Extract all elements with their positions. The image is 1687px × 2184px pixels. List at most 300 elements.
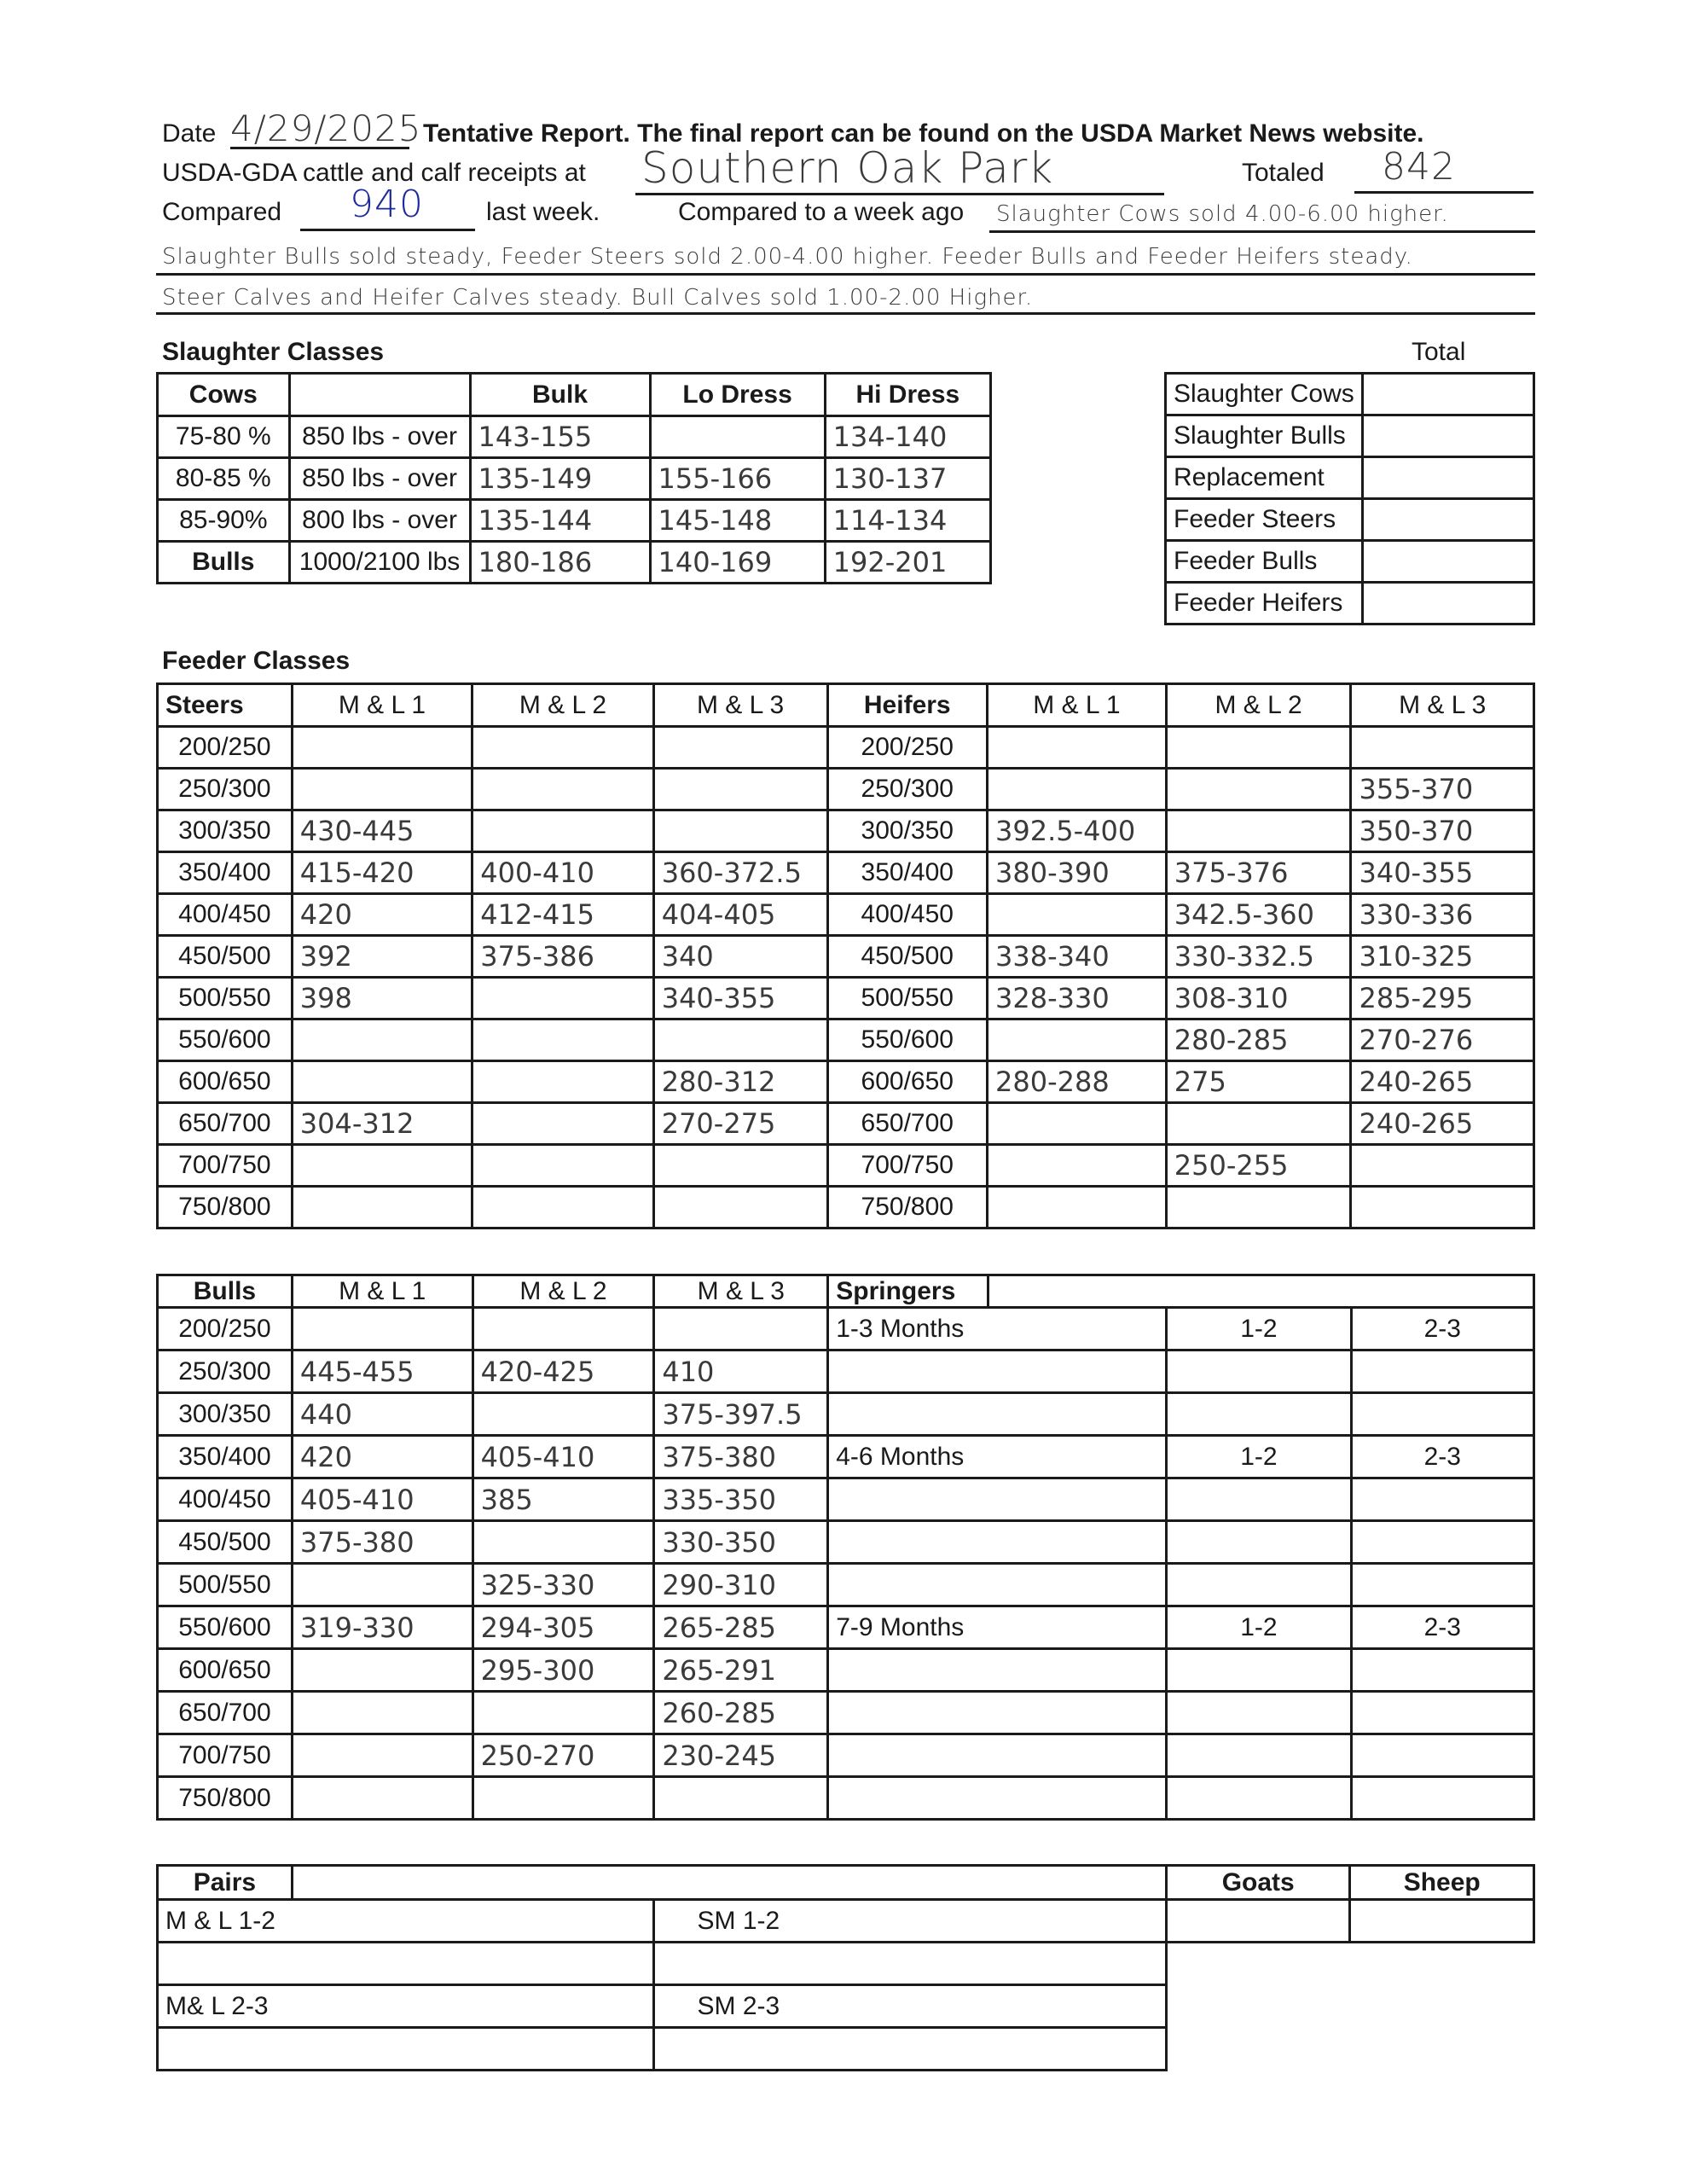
table-row <box>158 1436 1534 1478</box>
totaled-underline <box>1354 191 1533 194</box>
goats-sheep-header-row <box>1167 1866 1534 1900</box>
steer-ml2 <box>472 1187 653 1228</box>
springer-cell <box>1167 1734 1351 1777</box>
heifer-weight: 450/500 <box>827 936 987 978</box>
table-row <box>158 1061 1534 1103</box>
steer-ml2: 412-415 <box>472 894 653 936</box>
heifer-weight: 200/250 <box>827 727 987 769</box>
heifer-ml2 <box>1166 1187 1351 1228</box>
col-steers-ml1: M & L 1 <box>292 684 472 727</box>
comment-underline-1 <box>989 230 1535 233</box>
bull-weight: 450/500 <box>158 1521 293 1564</box>
springer-cell <box>828 1350 1167 1393</box>
springer-cell <box>1351 1649 1533 1692</box>
bull-ml1 <box>292 1777 472 1820</box>
steer-ml2 <box>472 810 653 852</box>
col-bulls-ml2: M & L 2 <box>472 1275 654 1308</box>
comment-line-1: Slaughter Cows sold 4.00-6.00 higher. <box>996 201 1449 227</box>
pairs-blank-cell <box>653 2028 1167 2071</box>
bull-ml2: 420-425 <box>472 1350 654 1393</box>
bull-ml2 <box>472 1308 654 1350</box>
comment-underline-3 <box>156 312 1535 315</box>
springer-cell <box>1167 1692 1351 1734</box>
class-cell: 80-85 % <box>158 458 290 500</box>
springer-cell <box>1167 1350 1351 1393</box>
steer-ml3: 280-312 <box>653 1061 827 1103</box>
pairs-table <box>156 1864 1168 2071</box>
weight-cell: 1000/2100 lbs <box>289 542 470 584</box>
heifer-ml1 <box>988 1103 1167 1145</box>
hi-dress-cell: 192-201 <box>825 542 990 584</box>
springer-cell <box>828 1777 1167 1820</box>
total-label: Slaughter Bulls <box>1166 415 1363 457</box>
table-row <box>158 1521 1534 1564</box>
bulls-header-row <box>158 1275 1534 1308</box>
steer-ml2 <box>472 769 653 810</box>
steer-weight: 750/800 <box>158 1187 293 1228</box>
springer-col-2-3: 2-3 <box>1351 1606 1533 1649</box>
col-heifers-ml3: M & L 3 <box>1351 684 1534 727</box>
bull-ml3: 410 <box>654 1350 828 1393</box>
comment-underline-2 <box>156 273 1535 276</box>
bull-ml3: 230-245 <box>654 1734 828 1777</box>
steer-ml1: 420 <box>292 894 472 936</box>
bull-weight: 300/350 <box>158 1393 293 1436</box>
sheep-value <box>1350 1900 1534 1943</box>
table-row <box>1166 374 1534 415</box>
total-value <box>1362 499 1533 541</box>
receipts-label: USDA-GDA cattle and calf receipts at <box>162 159 586 187</box>
bull-ml2 <box>472 1777 654 1820</box>
bull-ml1: 375-380 <box>292 1521 472 1564</box>
col-heifers: Heifers <box>827 684 987 727</box>
total-label: Slaughter Cows <box>1166 374 1363 415</box>
springer-cell <box>828 1521 1167 1564</box>
heifer-weight: 400/450 <box>827 894 987 936</box>
table-row <box>158 810 1534 852</box>
heifer-weight: 300/350 <box>827 810 987 852</box>
heifer-ml1 <box>988 1145 1167 1187</box>
bull-weight: 250/300 <box>158 1350 293 1393</box>
date-underline <box>230 147 409 149</box>
compared-value: 940 <box>350 183 424 226</box>
table-row <box>158 852 1534 894</box>
bulk-cell: 143-155 <box>470 416 650 458</box>
springers-header-blank <box>988 1275 1534 1308</box>
class-cell: 85-90% <box>158 500 290 542</box>
table-row <box>158 1103 1534 1145</box>
bull-ml3 <box>654 1308 828 1350</box>
heifer-weight: 250/300 <box>827 769 987 810</box>
heifer-ml2: 330-332.5 <box>1166 936 1351 978</box>
table-row <box>158 936 1534 978</box>
totaled-label: Totaled <box>1242 159 1325 187</box>
steer-weight: 350/400 <box>158 852 293 894</box>
springer-cell <box>1167 1478 1351 1521</box>
heifer-ml1: 328-330 <box>988 978 1167 1019</box>
hi-dress-cell: 130-137 <box>825 458 990 500</box>
last-week-label: last week. <box>486 198 600 226</box>
bull-ml1: 440 <box>292 1393 472 1436</box>
steer-weight: 300/350 <box>158 810 293 852</box>
totals-table <box>1164 372 1535 625</box>
class-cell: 75-80 % <box>158 416 290 458</box>
steer-weight: 400/450 <box>158 894 293 936</box>
class-cell: Bulls <box>158 542 290 584</box>
bull-ml3: 375-380 <box>654 1436 828 1478</box>
steer-ml3 <box>653 727 827 769</box>
col-heifers-ml1: M & L 1 <box>988 684 1167 727</box>
bull-weight: 500/550 <box>158 1564 293 1606</box>
bull-ml3: 335-350 <box>654 1478 828 1521</box>
slaughter-header-row <box>158 374 991 416</box>
steer-ml2 <box>472 727 653 769</box>
springer-cell <box>1351 1478 1533 1521</box>
bull-ml1 <box>292 1308 472 1350</box>
bull-ml2: 294-305 <box>472 1606 654 1649</box>
sheep-header: Sheep <box>1350 1866 1534 1900</box>
total-label: Feeder Heifers <box>1166 583 1363 624</box>
steer-ml3: 404-405 <box>653 894 827 936</box>
heifer-ml1 <box>988 894 1167 936</box>
table-row <box>158 1350 1534 1393</box>
springer-cell <box>1351 1734 1533 1777</box>
bull-ml2 <box>472 1521 654 1564</box>
total-value <box>1362 541 1533 583</box>
steer-ml3 <box>653 1145 827 1187</box>
weight-cell: 850 lbs - over <box>289 458 470 500</box>
table-row <box>158 978 1534 1019</box>
steer-ml1 <box>292 727 472 769</box>
steer-weight: 550/600 <box>158 1019 293 1061</box>
steer-ml3 <box>653 1019 827 1061</box>
feeder-rows <box>158 727 1534 1228</box>
col-steers-ml3: M & L 3 <box>653 684 827 727</box>
steer-ml2 <box>472 1103 653 1145</box>
total-value <box>1362 457 1533 499</box>
col-heifers-ml2: M & L 2 <box>1166 684 1351 727</box>
heifer-weight: 550/600 <box>827 1019 987 1061</box>
heifer-ml3: 270-276 <box>1351 1019 1534 1061</box>
table-row <box>158 1393 1534 1436</box>
heifer-ml1: 380-390 <box>988 852 1167 894</box>
hi-dress-cell: 114-134 <box>825 500 990 542</box>
weight-cell: 850 lbs - over <box>289 416 470 458</box>
table-row <box>158 542 991 584</box>
springer-group-label: 1-3 Months <box>828 1308 1167 1350</box>
table-row <box>1167 1900 1534 1943</box>
bull-ml3: 265-291 <box>654 1649 828 1692</box>
col-steers: Steers <box>158 684 293 727</box>
heifer-ml1 <box>988 1187 1167 1228</box>
slaughter-table <box>156 372 992 584</box>
weight-cell: 800 lbs - over <box>289 500 470 542</box>
bull-ml2: 405-410 <box>472 1436 654 1478</box>
hi-dress-cell: 134-140 <box>825 416 990 458</box>
steer-weight: 600/650 <box>158 1061 293 1103</box>
steer-ml3: 340 <box>653 936 827 978</box>
heifer-ml2 <box>1166 769 1351 810</box>
heifer-ml2: 280-285 <box>1166 1019 1351 1061</box>
col-bulls: Bulls <box>158 1275 293 1308</box>
pairs-blank-cell <box>158 1943 654 1985</box>
bull-weight: 550/600 <box>158 1606 293 1649</box>
springer-cell <box>828 1393 1167 1436</box>
springer-cell <box>1167 1564 1351 1606</box>
table-row <box>1166 499 1534 541</box>
heifer-ml2 <box>1166 810 1351 852</box>
heifer-ml3: 355-370 <box>1351 769 1534 810</box>
table-row <box>158 458 991 500</box>
goats-sheep-table <box>1165 1864 1535 1943</box>
heifer-ml1: 338-340 <box>988 936 1167 978</box>
steer-weight: 700/750 <box>158 1145 293 1187</box>
col-hi-dress: Hi Dress <box>825 374 990 416</box>
table-row <box>1166 541 1534 583</box>
heifer-ml2: 250-255 <box>1166 1145 1351 1187</box>
springer-col-2-3: 2-3 <box>1351 1308 1533 1350</box>
col-steers-ml2: M & L 2 <box>472 684 653 727</box>
bull-ml3: 260-285 <box>654 1692 828 1734</box>
heifer-ml3 <box>1351 1145 1534 1187</box>
location-underline <box>635 193 1164 195</box>
lo-dress-cell: 145-148 <box>650 500 825 542</box>
steer-ml2 <box>472 1145 653 1187</box>
bull-ml1 <box>292 1734 472 1777</box>
springer-cell <box>1351 1521 1533 1564</box>
steer-ml1: 415-420 <box>292 852 472 894</box>
table-row <box>158 1478 1534 1521</box>
bull-ml1: 319-330 <box>292 1606 472 1649</box>
compared-underline <box>300 229 475 231</box>
springer-cell <box>1167 1649 1351 1692</box>
comment-line-3: Steer Calves and Heifer Calves steady. Bull Calves sold 1.00-2.00 Higher. <box>162 285 1034 311</box>
heifer-weight: 750/800 <box>827 1187 987 1228</box>
steer-ml2 <box>472 1019 653 1061</box>
bull-weight: 650/700 <box>158 1692 293 1734</box>
bull-weight: 750/800 <box>158 1777 293 1820</box>
steer-ml2 <box>472 1061 653 1103</box>
bull-ml1 <box>292 1564 472 1606</box>
springer-cell <box>828 1734 1167 1777</box>
bull-ml3: 330-350 <box>654 1521 828 1564</box>
col-lo-dress: Lo Dress <box>650 374 825 416</box>
heifer-ml2 <box>1166 1103 1351 1145</box>
bull-weight: 200/250 <box>158 1308 293 1350</box>
steer-ml3: 340-355 <box>653 978 827 1019</box>
steer-weight: 500/550 <box>158 978 293 1019</box>
pairs-ml-2-3: M& L 2-3 <box>158 1985 654 2028</box>
pairs-header-blank <box>292 1866 1166 1900</box>
total-value <box>1362 374 1533 415</box>
bull-ml1: 405-410 <box>292 1478 472 1521</box>
comment-line-2: Slaughter Bulls sold steady, Feeder Steers sold 2.00-4.00 higher. Feeder Bulls and Feeder Heifers steady. <box>162 244 1413 270</box>
steer-ml3 <box>653 769 827 810</box>
heifer-ml2: 275 <box>1166 1061 1351 1103</box>
bull-ml3 <box>654 1777 828 1820</box>
heifer-ml3: 285-295 <box>1351 978 1534 1019</box>
springer-cell <box>1167 1521 1351 1564</box>
tentative-notice: Tentative Report. The final report can be found on the USDA Market News website. <box>423 119 1424 148</box>
table-row <box>158 1308 1534 1350</box>
pairs-blank-cell <box>653 1943 1167 1985</box>
total-label: Replacement <box>1166 457 1363 499</box>
date-label: Date <box>162 119 217 148</box>
table-row <box>158 894 1534 936</box>
springer-col-1-2: 1-2 <box>1167 1436 1351 1478</box>
springer-col-1-2: 1-2 <box>1167 1308 1351 1350</box>
steer-ml3 <box>653 810 827 852</box>
bulls-springers-table <box>156 1274 1535 1821</box>
totaled-value: 842 <box>1382 145 1456 189</box>
springer-cell <box>1351 1564 1533 1606</box>
feeder-classes-title: Feeder Classes <box>162 647 351 675</box>
table-row <box>158 1606 1534 1649</box>
lo-dress-cell: 140-169 <box>650 542 825 584</box>
bull-weight: 600/650 <box>158 1649 293 1692</box>
steer-ml1 <box>292 769 472 810</box>
heifer-ml2: 375-376 <box>1166 852 1351 894</box>
steer-weight: 450/500 <box>158 936 293 978</box>
springers-header: Springers <box>828 1275 988 1308</box>
springer-cell <box>1351 1692 1533 1734</box>
table-row <box>1166 583 1534 624</box>
heifer-ml3 <box>1351 1187 1534 1228</box>
springer-cell <box>1167 1777 1351 1820</box>
heifer-ml1 <box>988 769 1167 810</box>
pairs-header: Pairs <box>158 1866 293 1900</box>
bulk-cell: 135-149 <box>470 458 650 500</box>
table-row <box>158 1649 1534 1692</box>
steer-ml1: 430-445 <box>292 810 472 852</box>
total-label: Feeder Bulls <box>1166 541 1363 583</box>
feeder-header-row <box>158 684 1534 727</box>
springer-group-label: 7-9 Months <box>828 1606 1167 1649</box>
springer-cell <box>1351 1350 1533 1393</box>
steer-ml1 <box>292 1061 472 1103</box>
bull-ml2 <box>472 1692 654 1734</box>
springer-cell <box>828 1478 1167 1521</box>
table-row <box>1166 415 1534 457</box>
bull-ml3: 375-397.5 <box>654 1393 828 1436</box>
bulk-cell: 180-186 <box>470 542 650 584</box>
steer-weight: 650/700 <box>158 1103 293 1145</box>
heifer-ml3: 350-370 <box>1351 810 1534 852</box>
heifer-ml1 <box>988 727 1167 769</box>
table-row <box>158 727 1534 769</box>
heifer-ml3: 310-325 <box>1351 936 1534 978</box>
steer-weight: 200/250 <box>158 727 293 769</box>
heifer-ml3 <box>1351 727 1534 769</box>
bull-ml2: 325-330 <box>472 1564 654 1606</box>
heifer-ml1: 280-288 <box>988 1061 1167 1103</box>
steer-ml1 <box>292 1145 472 1187</box>
bull-ml2: 295-300 <box>472 1649 654 1692</box>
col-bulk: Bulk <box>470 374 650 416</box>
bull-ml3: 265-285 <box>654 1606 828 1649</box>
steer-ml1 <box>292 1187 472 1228</box>
totals-title: Total <box>1412 338 1466 366</box>
table-row <box>158 1777 1534 1820</box>
slaughter-classes-title: Slaughter Classes <box>162 338 385 366</box>
springer-group-label: 4-6 Months <box>828 1436 1167 1478</box>
col-bulls-ml1: M & L 1 <box>292 1275 472 1308</box>
heifer-ml2 <box>1166 727 1351 769</box>
table-row <box>158 1985 1167 2028</box>
bull-ml1: 420 <box>292 1436 472 1478</box>
heifer-weight: 700/750 <box>827 1145 987 1187</box>
springer-cell <box>828 1649 1167 1692</box>
pairs-sm-2-3: SM 2-3 <box>653 1985 1167 2028</box>
bull-ml2: 250-270 <box>472 1734 654 1777</box>
auction-location: Southern Oak Park <box>641 143 1054 193</box>
heifer-ml3: 240-265 <box>1351 1103 1534 1145</box>
table-row <box>158 1900 1167 1943</box>
table-row <box>158 1943 1167 1985</box>
bull-weight: 700/750 <box>158 1734 293 1777</box>
week-ago-label: Compared to a week ago <box>678 198 965 226</box>
heifer-ml2: 308-310 <box>1166 978 1351 1019</box>
table-row <box>158 769 1534 810</box>
heifer-weight: 350/400 <box>827 852 987 894</box>
table-row <box>158 2028 1167 2071</box>
feeder-table <box>156 682 1535 1229</box>
steer-ml3: 360-372.5 <box>653 852 827 894</box>
pairs-ml-1-2: M & L 1-2 <box>158 1900 654 1943</box>
lo-dress-cell: 155-166 <box>650 458 825 500</box>
springer-cell <box>828 1564 1167 1606</box>
heifer-ml1 <box>988 1019 1167 1061</box>
table-row <box>158 1187 1534 1228</box>
table-row <box>158 1145 1534 1187</box>
goats-header: Goats <box>1167 1866 1350 1900</box>
heifer-ml3: 340-355 <box>1351 852 1534 894</box>
springer-col-1-2: 1-2 <box>1167 1606 1351 1649</box>
springer-cell <box>1351 1777 1533 1820</box>
bull-ml2 <box>472 1393 654 1436</box>
springer-cell <box>1167 1393 1351 1436</box>
springer-cell <box>828 1692 1167 1734</box>
heifer-ml3: 330-336 <box>1351 894 1534 936</box>
date-value: 4/29/2025 <box>230 107 422 149</box>
total-value <box>1362 415 1533 457</box>
compared-label: Compared <box>162 198 282 226</box>
springer-cell <box>1351 1393 1533 1436</box>
steer-ml3: 270-275 <box>653 1103 827 1145</box>
steer-ml1: 392 <box>292 936 472 978</box>
heifer-weight: 650/700 <box>827 1103 987 1145</box>
table-row <box>158 500 991 542</box>
steer-weight: 250/300 <box>158 769 293 810</box>
table-row <box>158 1019 1534 1061</box>
bull-ml2: 385 <box>472 1478 654 1521</box>
steer-ml1: 398 <box>292 978 472 1019</box>
total-value <box>1362 583 1533 624</box>
table-row <box>158 416 991 458</box>
table-row <box>158 1734 1534 1777</box>
springer-col-2-3: 2-3 <box>1351 1436 1533 1478</box>
pairs-blank-cell <box>158 2028 654 2071</box>
heifer-ml2: 342.5-360 <box>1166 894 1351 936</box>
table-row <box>158 1692 1534 1734</box>
bull-ml1 <box>292 1649 472 1692</box>
lo-dress-cell <box>650 416 825 458</box>
heifer-weight: 600/650 <box>827 1061 987 1103</box>
steer-ml2: 375-386 <box>472 936 653 978</box>
bull-weight: 400/450 <box>158 1478 293 1521</box>
bull-ml1 <box>292 1692 472 1734</box>
heifer-ml1: 392.5-400 <box>988 810 1167 852</box>
